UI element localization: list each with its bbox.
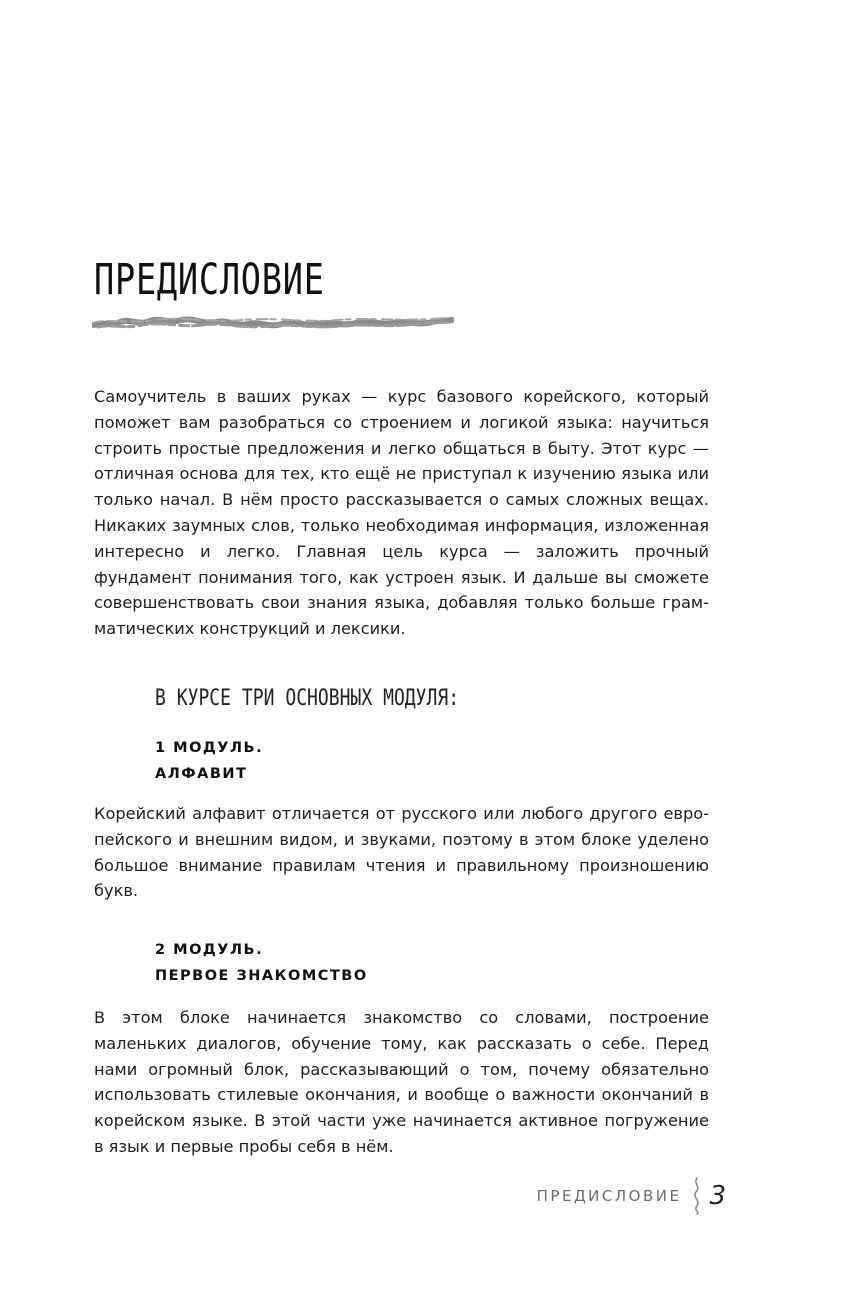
module-2-heading — [155, 937, 368, 989]
squiggle-separator-icon — [691, 1177, 703, 1215]
module-2-name: ПЕРВОЕ ЗНАКОМСТВО — [155, 968, 368, 984]
intro-paragraph: Самоучитель в ваших руках — курс базового корейского, который поможет вам разобраться со строением и логикой языка: научиться строить простые предложения и легко общаться в быту. Этот курс — отличная основа для тех, кто ещё не приступал к изучению языка или только начал. В нём просто рассказывается о самых сложных вещах. Никаких заумных слов, только необходимая информация, изложенная интересно и легко. Главная цель курса — заложить прочный фундамент понимания того, как устроен язык. И дальше вы сможете совершенствовать свои знания языка, добавляя только больше грамматических конструкций и лексики. — [94, 387, 709, 639]
module-1-number: 1 МОДУЛЬ. — [155, 740, 264, 756]
page-number: 3 — [709, 1181, 726, 1211]
modules-heading: В КУРСЕ ТРИ ОСНОВНЫХ МОДУЛЯ: — [155, 686, 460, 711]
title-underline-brush — [92, 312, 454, 334]
module-1-text: Корейский алфавит отличается от русского или любого другого европейского и внешним видом, и звуками, поэтому в этом блоке уделено большое внимание правилам чтения и правильному произношению букв. — [94, 804, 709, 901]
module-2-text: В этом блоке начинается знакомство со словами, построение маленьких диалогов, обучение тому, как рассказать о себе. Перед нами огромный блок, рассказывающий о том, почему обязательно использовать стилевые окончания, и вообще о важности окончаний в корейском языке. В этой части уже начинается активное погружение в язык и первые пробы себя в нём. — [94, 1008, 709, 1156]
running-head: ПРЕДИСЛОВИЕ — [536, 1187, 682, 1205]
module-2-number: 2 МОДУЛЬ. — [155, 942, 264, 958]
chapter-title: ПРЕДИСЛОВИЕ — [94, 255, 325, 305]
module-1-heading — [155, 735, 263, 787]
module-1-name: АЛФАВИТ — [155, 766, 248, 782]
page-footer — [537, 1176, 726, 1216]
